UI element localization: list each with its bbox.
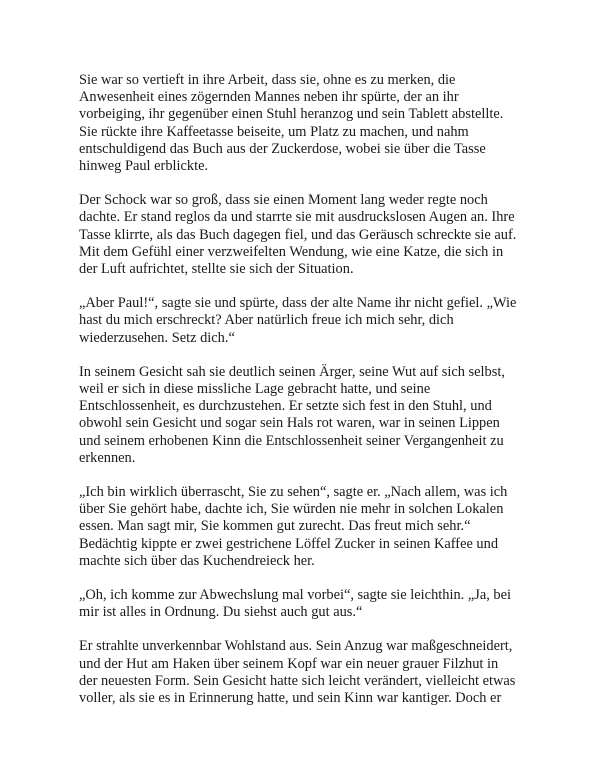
paragraph-6 bbox=[79, 587, 539, 621]
paragraph-7 bbox=[79, 638, 539, 707]
text-line: mir ist alles in Ordnung. Du siehst auch gut aus.“ bbox=[79, 604, 363, 621]
text-line: erkennen. bbox=[79, 449, 136, 466]
text-line: hast du mich erschreckt? Aber natürlich freue ich mich sehr, dich bbox=[79, 312, 454, 329]
paragraph-1 bbox=[79, 72, 539, 175]
text-line: Entschlossenheit, es durchzustehen. Er setzte sich fest in den Stuhl, und bbox=[79, 398, 492, 415]
paragraph-5 bbox=[79, 484, 539, 570]
text-line: essen. Man sagt mir, Sie kommen gut zurecht. Das freut mich sehr.“ bbox=[79, 518, 471, 535]
text-line: Sie rückte ihre Kaffeetasse beiseite, um Platz zu machen, und nahm bbox=[79, 123, 469, 140]
text-line: und seinem erhobenen Kinn die Entschlossenheit seiner Vergangenheit zu bbox=[79, 432, 504, 449]
paragraph-2 bbox=[79, 192, 539, 278]
text-line: Sie war so vertieft in ihre Arbeit, dass sie, ohne es zu merken, die bbox=[79, 72, 456, 88]
paragraph-3 bbox=[79, 295, 539, 347]
text-line: hinweg Paul erblickte. bbox=[79, 158, 209, 175]
text-line: Der Schock war so groß, dass sie einen Moment lang weder regte noch bbox=[79, 192, 488, 209]
text-line: dachte. Er stand reglos da und starrte sie mit ausdruckslosen Augen an. Ihre bbox=[79, 209, 515, 226]
text-line: machte sich über das Kuchendreieck her. bbox=[79, 552, 315, 569]
text-line: „Ich bin wirklich überrascht, Sie zu sehen“, sagte er. „Nach allem, was ich bbox=[79, 484, 508, 501]
text-line: In seinem Gesicht sah sie deutlich seinen Ärger, seine Wut auf sich selbst, bbox=[79, 363, 505, 380]
text-line: voller, als sie es in Erinnerung hatte, und sein Kinn war kantiger. Doch er bbox=[79, 690, 502, 707]
text-line: Bedächtig kippte er zwei gestrichene Löffel Zucker in seinen Kaffee und bbox=[79, 535, 499, 552]
text-line: entschuldigend das Buch aus der Zuckerdose, wobei sie über die Tasse bbox=[79, 140, 486, 157]
text-line: vorbeiging, ihr gegenüber einen Stuhl heranzog und sein Tablett abstellte. bbox=[79, 106, 504, 123]
text-line: wiederzusehen. Setz dich.“ bbox=[79, 329, 235, 346]
text-line: „Oh, ich komme zur Abwechslung mal vorbei“, sagte sie leichthin. „Ja, bei bbox=[79, 587, 511, 604]
text-line: „Aber Paul!“, sagte sie und spürte, dass der alte Name ihr nicht gefiel. „Wie bbox=[79, 295, 517, 312]
text-line: weil er sich in diese missliche Lage gebracht hatte, und seine bbox=[79, 381, 431, 398]
paragraph-4 bbox=[79, 364, 539, 467]
text-line: Anwesenheit eines zögernden Mannes neben ihr spürte, der an ihr bbox=[79, 89, 459, 106]
document-page bbox=[79, 72, 539, 724]
text-line: Tasse klirrte, als das Buch dagegen fiel, und das Geräusch schreckte sie auf. bbox=[79, 226, 517, 243]
text-line: und der Hut am Haken über seinem Kopf war ein neuer grauer Filzhut in bbox=[79, 655, 499, 672]
text-line: der neuesten Form. Sein Gesicht hatte sich leicht verändert, vielleicht etwas bbox=[79, 672, 516, 689]
text-line: obwohl sein Gesicht und sogar sein Hals rot waren, war in seinen Lippen bbox=[79, 415, 500, 432]
text-line: über Sie gehört habe, dachte ich, Sie würden nie mehr in solchen Lokalen bbox=[79, 501, 504, 518]
text-line: der Luft aufrichtet, stellte sie sich der Situation. bbox=[79, 261, 354, 278]
text-line: Mit dem Gefühl einer verzweifelten Wendung, wie eine Katze, die sich in bbox=[79, 243, 504, 260]
text-line: Er strahlte unverkennbar Wohlstand aus. Sein Anzug war maßgeschneidert, bbox=[79, 638, 513, 655]
